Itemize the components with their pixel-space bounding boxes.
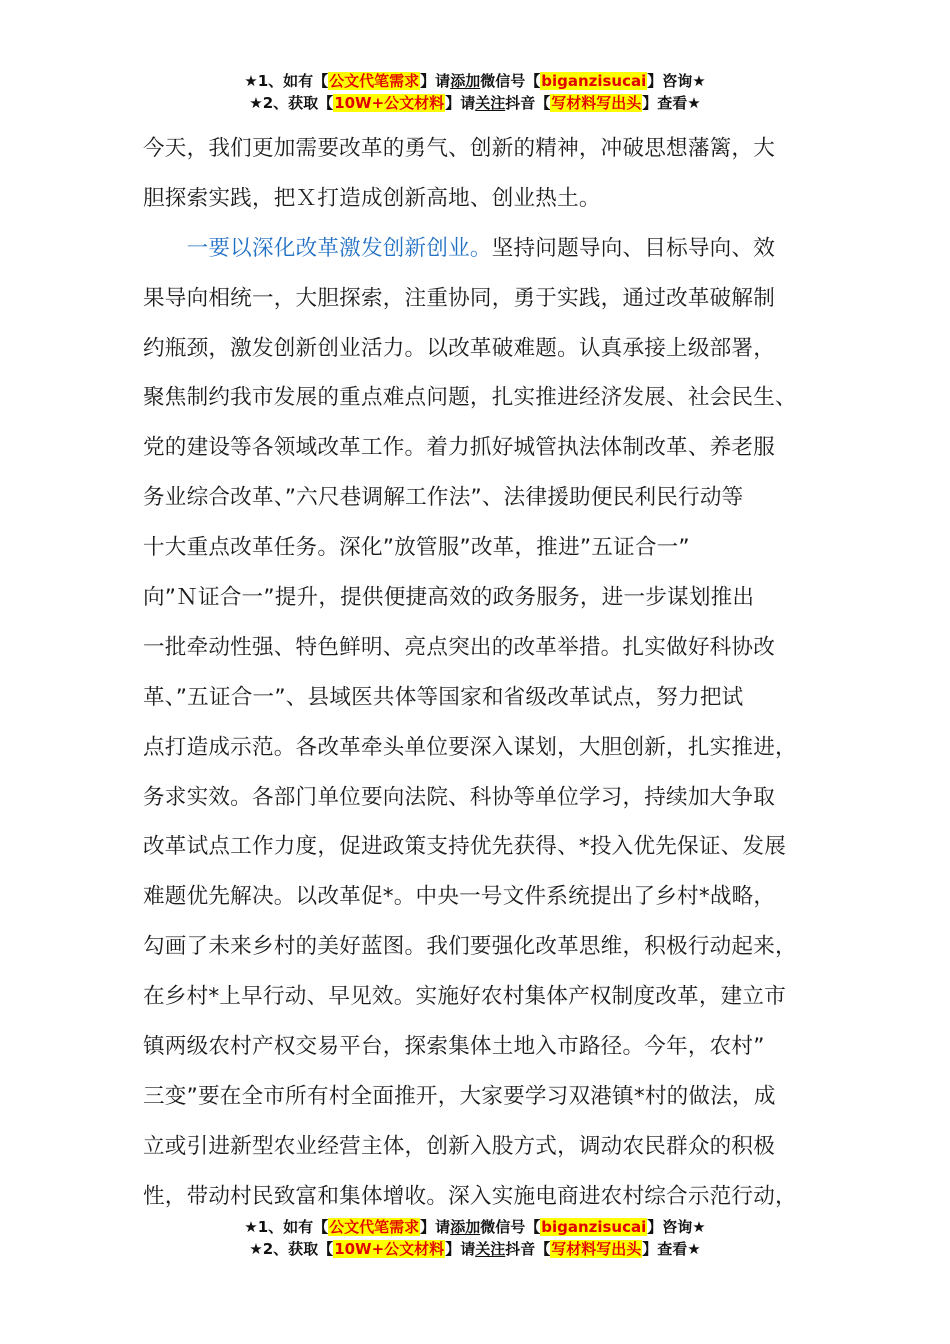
body-line: 果导向相统一，大胆探索，注重协同，勇于实践，通过改革破解制: [143, 285, 776, 311]
banner-text: 】请: [445, 1240, 476, 1258]
top-banner: [0, 70, 950, 114]
body-line: 胆探索实践，把Ｘ打造成创新高地、创业热土。: [143, 185, 601, 211]
banner-text: 微信号【: [480, 72, 541, 90]
body-line: 务业综合改革、”六尺巷调解工作法”、法律援助便民利民行动等: [143, 485, 744, 511]
body-line: 改革试点工作力度，促进政策支持优先获得、*投入优先保证、发展: [143, 834, 787, 860]
bottom-banner: [0, 1216, 950, 1260]
banner-text: ★2、获取【: [249, 94, 334, 112]
body-line: 勾画了未来乡村的美好蓝图。我们要强化改革思维，积极行动起来，: [143, 934, 797, 960]
banner-text: ★1、如有【: [244, 1218, 329, 1236]
banner-douyin-id: 写材料写出头: [551, 94, 642, 112]
banner-text: 】咨询★: [647, 72, 706, 90]
banner-highlight: 公文代笔需求: [329, 72, 420, 90]
banner-wechat-id: biganzisucai: [541, 1218, 647, 1236]
banner-text: 】查看★: [642, 1240, 701, 1258]
banner-text: ★2、获取【: [249, 1240, 334, 1258]
banner-douyin-id: 写材料写出头: [551, 1240, 642, 1258]
body-line: 党的建设等各领域改革工作。着力抓好城管执法体制改革、养老服: [143, 435, 776, 461]
paragraph-heading-line: [143, 224, 833, 274]
document-body: [143, 124, 833, 1222]
body-text: 坚持问题导向、目标导向、效: [491, 235, 776, 261]
banner-text: 】查看★: [642, 94, 701, 112]
banner-underline: 添加: [450, 1218, 481, 1236]
body-line: 今天，我们更加需要改革的勇气、创新的精神，冲破思想藩篱，大: [143, 136, 776, 161]
banner-line-1: [0, 1216, 950, 1238]
body-line: 务求实效。各部门单位要向法院、科协等单位学习，持续加大争取: [143, 784, 776, 810]
banner-line-2: [0, 92, 950, 114]
banner-highlight: 公文代笔需求: [329, 1218, 420, 1236]
body-line: 性，带动村民致富和集体增收。深入实施电商进农村综合示范行动，: [143, 1183, 797, 1209]
body-line: 向”Ｎ证合一”提升，提供便捷高效的政务服务，进一步谋划推出: [143, 585, 755, 611]
banner-text: 抖音【: [505, 1240, 551, 1258]
banner-wechat-id: biganzisucai: [541, 72, 647, 90]
body-line: 十大重点改革任务。深化”放管服”改革，推进”五证合一”: [143, 535, 690, 561]
body-line: 约瓶颈，激发创新创业活力。以改革破难题。认真承接上级部署，: [143, 335, 776, 361]
body-line: 在乡村*上早行动、早见效。实施好农村集体产权制度改革，建立市: [143, 984, 787, 1010]
paragraph-heading: 一要以深化改革激发创新创业。: [186, 235, 492, 261]
body-line: 点打造成示范。各改革牵头单位要深入谋划，大胆创新，扎实推进，: [143, 734, 797, 760]
banner-underline: 关注: [475, 94, 506, 112]
body-line: 立或引进新型农业经营主体，创新入股方式，调动农民群众的积极: [143, 1133, 776, 1159]
banner-text: 抖音【: [505, 94, 551, 112]
banner-text: ★1、如有【: [244, 72, 329, 90]
body-line: 镇两级农村产权交易平台，探索集体土地入市路径。今年，农村”: [143, 1034, 765, 1060]
body-line: 一批牵动性强、特色鲜明、亮点突出的改革举措。扎实做好科协改: [143, 634, 776, 660]
banner-line-2: [0, 1238, 950, 1260]
banner-underline: 添加: [450, 72, 481, 90]
body-line: 革、”五证合一”、县域医共体等国家和省级改革试点，努力把试: [143, 684, 744, 710]
banner-underline: 关注: [475, 1240, 506, 1258]
banner-line-1: [0, 70, 950, 92]
body-line: 难题优先解决。以改革促*。中央一号文件系统提出了乡村*战略，: [143, 884, 776, 910]
banner-text: 微信号【: [480, 1218, 541, 1236]
banner-highlight: 10W+公文材料: [334, 1240, 445, 1258]
body-line: 聚焦制约我市发展的重点难点问题，扎实推进经济发展、社会民生、: [143, 385, 797, 411]
banner-text: 】请: [445, 94, 476, 112]
banner-text: 】请: [420, 72, 451, 90]
banner-text: 】请: [420, 1218, 451, 1236]
banner-text: 】咨询★: [647, 1218, 706, 1236]
body-line: 三变”要在全市所有村全面推开，大家要学习双港镇*村的做法，成: [143, 1083, 776, 1109]
banner-highlight: 10W+公文材料: [334, 94, 445, 112]
